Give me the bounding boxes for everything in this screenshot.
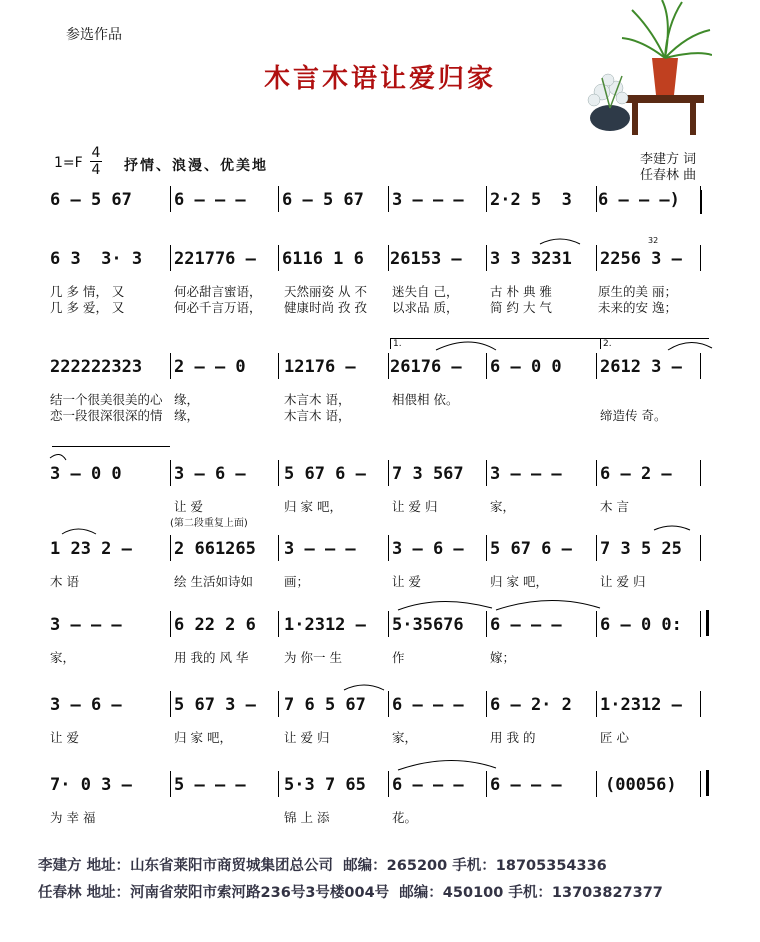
key-signature: 1=F: [54, 155, 83, 171]
measure: 3 – – –: [392, 190, 464, 210]
measure: 2256 3 –: [600, 249, 682, 269]
lyric-segment: 用 我的 风 华: [174, 650, 249, 665]
lyric-segment: 古 朴 典 雅: [490, 284, 552, 299]
lyric-segment: 花。: [392, 810, 418, 825]
bar-line: [700, 245, 701, 271]
measure: 3 – 6 –: [174, 464, 246, 484]
measure: 26153 –: [390, 249, 462, 269]
measure: 26176 –: [390, 357, 462, 377]
measure: 2·2 5 3: [490, 190, 572, 210]
lyricist-credit: 李建方 词: [640, 152, 697, 167]
bar-line: [486, 611, 487, 637]
bar-line: [278, 186, 279, 212]
measure: 6 3 3· 3: [50, 249, 143, 269]
notation-row: [50, 357, 710, 383]
lyric-segment: 未来的安 逸；: [598, 300, 677, 315]
bar-line: [388, 691, 389, 717]
measure: 7 3 5 25: [600, 539, 682, 559]
bar-line: [388, 460, 389, 486]
bar-line: [596, 245, 597, 271]
measure: 5 – – –: [174, 775, 246, 795]
measure: 6 – 2· 2: [490, 695, 572, 715]
lyric-segment: 家，: [392, 730, 418, 745]
measure: 7 3 567: [392, 464, 464, 484]
bar-line: [596, 353, 597, 379]
lyric-segment: 以求品 质，: [392, 300, 459, 315]
measure: 1 23 2 –: [50, 539, 132, 559]
zip: 450100: [442, 885, 504, 901]
repeat-end-bar: [706, 610, 709, 636]
potted-plant-image: [572, 0, 712, 135]
bar-line: [700, 691, 701, 717]
volta-1: 1.: [390, 338, 709, 349]
bar-line: [278, 691, 279, 717]
notation-row: [50, 249, 710, 275]
address-label: 地址：: [86, 885, 131, 901]
bar-line: [278, 535, 279, 561]
bar-line: [700, 611, 701, 637]
contact-name: 任春林: [38, 885, 87, 901]
bar-line: [700, 535, 701, 561]
measure: 221776 –: [174, 249, 256, 269]
bar-line: [278, 771, 279, 797]
lyric-segment: 迷失自 己，: [392, 284, 459, 299]
measure: 3 – – –: [284, 539, 356, 559]
intro-end-bar: [700, 190, 702, 214]
zip: 265200: [386, 858, 448, 874]
address: 山东省莱阳市商贸城集团总公司: [130, 858, 334, 874]
lyric-segment: 何必千言万语，: [174, 300, 262, 315]
lyric-segment: 木 言: [600, 499, 629, 514]
zip-label: 邮编：: [333, 858, 387, 874]
contact-line: [38, 854, 607, 875]
lyric-segment: 让 爱 归: [392, 499, 438, 514]
measure: 3 – 0 0: [50, 464, 122, 484]
lyric-segment: 让 爱: [174, 499, 203, 514]
bar-line: [486, 460, 487, 486]
phone: 18705354336: [495, 858, 607, 874]
bar-line: [170, 771, 171, 797]
bar-line: [170, 691, 171, 717]
lyric-segment: 何必甜言蜜语，: [174, 284, 262, 299]
bar-line: [278, 245, 279, 271]
bar-line: [170, 460, 171, 486]
bar-line: [388, 535, 389, 561]
lyric-segment: 天然丽姿 从 不: [284, 284, 367, 299]
measure: 3 – 6 –: [392, 539, 464, 559]
lyric-segment: 几 多 爱， 又: [50, 300, 125, 315]
phone: 13703827377: [551, 885, 663, 901]
lyric-segment: 绘 生活如诗如: [174, 574, 253, 589]
notation-row: [50, 539, 710, 565]
measure: 222222323: [50, 357, 143, 377]
bar-line: [596, 691, 597, 717]
phone-label: 手机：: [447, 858, 496, 874]
measure: 5·3 7 65: [284, 775, 366, 795]
lyric-segment: 恋一段很深很深的情: [50, 408, 163, 423]
bar-line: [486, 691, 487, 717]
lyric-segment: 用 我 的: [490, 730, 536, 745]
lyric-segment: 缘，: [174, 408, 200, 423]
lyric-segment: 匠 心: [600, 730, 629, 745]
measure: 6 – – –: [490, 615, 562, 635]
lyric-segment: 木言木 语，: [284, 392, 351, 407]
bar-line: [388, 245, 389, 271]
address: 河南省荥阳市索河路236号3号楼004号: [130, 885, 390, 901]
measure: 12176 –: [284, 357, 356, 377]
bar-line: [596, 460, 597, 486]
bar-line: [486, 535, 487, 561]
lyric-segment: 几 多 情， 又: [50, 284, 125, 299]
bar-line: [596, 771, 597, 797]
address-label: 地址：: [86, 858, 131, 874]
measure: 7· 0 3 –: [50, 775, 132, 795]
measure: 6 – 2 –: [600, 464, 672, 484]
repeat-note: (第二段重复上面): [170, 518, 248, 529]
lyric-segment: 健康时尚 孜 孜: [284, 300, 367, 315]
measure: 5 67 6 –: [284, 464, 366, 484]
lyric-segment: 让 爱: [50, 730, 79, 745]
bar-line: [700, 353, 701, 379]
lyric-segment: 为 幸 福: [50, 810, 96, 825]
measure: 3 3 3231: [490, 249, 572, 269]
measure: 5 67 6 –: [490, 539, 572, 559]
measure: 6 – – –): [598, 190, 680, 210]
bar-line: [170, 186, 171, 212]
measure: 6 – 0 0:: [600, 615, 682, 635]
bar-line: [170, 611, 171, 637]
measure: 6 – – –: [490, 775, 562, 795]
measure: 5 67 3 –: [174, 695, 256, 715]
lyric-segment: 结一个很美很美的心: [50, 392, 163, 407]
bar-line: [596, 535, 597, 561]
zip-label: 邮编：: [389, 885, 443, 901]
volta-continuation: [52, 446, 170, 447]
lyric-segment: 让 爱: [392, 574, 421, 589]
measure: 7 6 5 67: [284, 695, 366, 715]
bar-line: [388, 771, 389, 797]
lyric-segment: 家，: [490, 499, 516, 514]
lyric-segment: 家，: [50, 650, 76, 665]
measure: 2 661265: [174, 539, 256, 559]
bar-line: [486, 353, 487, 379]
lyric-segment: 原生的美 丽；: [598, 284, 677, 299]
measure: 6 – – –: [392, 775, 464, 795]
bar-line: [170, 245, 171, 271]
time-signature: [90, 145, 102, 178]
notation-row: [50, 615, 710, 641]
measure: 2 – – 0: [174, 357, 246, 377]
final-bar: [706, 770, 709, 796]
measure: 3 – – –: [50, 615, 122, 635]
lyric-segment: 锦 上 添: [284, 810, 330, 825]
lyric-segment: 归 家 吧，: [490, 574, 548, 589]
measure: 6 – 5 67: [282, 190, 364, 210]
measure: 2612 3 –: [600, 357, 682, 377]
bar-line: [388, 611, 389, 637]
measure: 6116 1 6: [282, 249, 364, 269]
contact-name: 李建方: [38, 858, 87, 874]
measure: (00056): [605, 775, 677, 795]
notation-row: [50, 695, 710, 721]
measure: 5·35676: [392, 615, 464, 635]
measure: 6 – 0 0: [490, 357, 562, 377]
bar-line: [700, 460, 701, 486]
measure: 6 – – –: [392, 695, 464, 715]
lyric-segment: 让 爱 归: [600, 574, 646, 589]
bar-line: [596, 186, 597, 212]
lyric-segment: 木 语: [50, 574, 79, 589]
bar-line: [278, 353, 279, 379]
measure: 1·2312 –: [284, 615, 366, 635]
lyric-segment: 缘，: [174, 392, 200, 407]
lyric-segment: 嫁；: [490, 650, 516, 665]
lyric-segment: 画；: [284, 574, 310, 589]
bar-line: [700, 771, 701, 797]
composer-credit: 任春林 曲: [640, 168, 697, 183]
phone-label: 手机：: [503, 885, 552, 901]
lyric-segment: 木言木 语，: [284, 408, 351, 423]
bar-line: [596, 611, 597, 637]
measure: 6 – – –: [174, 190, 246, 210]
bar-line: [486, 771, 487, 797]
meter-bottom: 4: [91, 162, 101, 178]
lyric-segment: 归 家 吧，: [174, 730, 232, 745]
lyric-segment: 为 你一 生: [284, 650, 342, 665]
measure: 3 – – –: [490, 464, 562, 484]
notation-row: [50, 775, 710, 801]
song-title: 木言木语让爱归家: [263, 64, 496, 94]
measure: 6 22 2 6: [174, 615, 256, 635]
notation-row: [50, 190, 710, 216]
bar-line: [170, 535, 171, 561]
expression-mark: 抒情、浪漫、优美地: [124, 158, 268, 174]
measure: 3 – 6 –: [50, 695, 122, 715]
volta-2: 2.: [600, 338, 709, 349]
lyric-segment: 相偎相 依。: [392, 392, 459, 407]
bar-line: [388, 186, 389, 212]
measure: 6 – 5 67: [50, 190, 132, 210]
lyric-segment: 让 爱 归: [284, 730, 330, 745]
lyric-segment: 归 家 吧，: [284, 499, 342, 514]
bar-line: [170, 353, 171, 379]
contact-line: [38, 881, 663, 902]
entry-tag: 参选作品: [66, 27, 122, 43]
lyric-segment: 作: [392, 650, 405, 665]
bar-line: [486, 245, 487, 271]
grace-note: 32: [648, 236, 659, 245]
bar-line: [486, 186, 487, 212]
bar-line: [388, 353, 389, 379]
meter-top: 4: [91, 145, 101, 161]
lyric-segment: 简 约 大 气: [490, 300, 552, 315]
lyric-segment: 缔造传 奇。: [600, 408, 667, 423]
bar-line: [278, 611, 279, 637]
bar-line: [278, 460, 279, 486]
notation-row: [50, 464, 710, 490]
measure: 1·2312 –: [600, 695, 682, 715]
